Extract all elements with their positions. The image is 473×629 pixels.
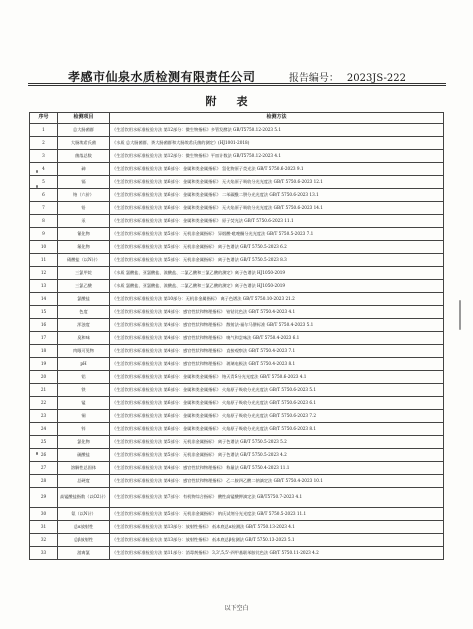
table-row xyxy=(30,280,444,293)
report-number-block xyxy=(289,69,406,84)
table-row xyxy=(30,215,444,228)
row-item: 总α放射性 xyxy=(58,521,110,534)
report-number-label: 报告编号： xyxy=(288,73,339,84)
right-margin-mark xyxy=(459,300,461,330)
row-number: 26 xyxy=(30,449,58,462)
row-number: 13 xyxy=(30,280,58,293)
row-method: 《生活饮用水标准检验方法 第13部分：放射性指标》 低本底总β检测法 GB/T 5750.13-2023 5.1 xyxy=(110,534,444,547)
row-method: 《生活饮用水标准检验方法 第5部分：无机非金属指标》 异烟酸-吡唑酮分光光度法 GB/T 5750.5-2023 7.1 xyxy=(110,228,444,241)
table-row xyxy=(30,241,444,254)
table-row xyxy=(30,293,444,306)
table-row xyxy=(30,137,444,150)
row-number: 25 xyxy=(30,436,58,449)
row-method: 《生活饮用水标准检验方法 第12部分：微生物指标》平皿计数法 GB/T5750.12-2023 4.1 xyxy=(110,150,444,163)
table-row xyxy=(30,475,444,488)
row-method: 《生活饮用水标准检验方法 第4部分：感官性状和物理指标》 散射法-福尔马肼标准 GB/T 5750.4-2023 5.1 xyxy=(110,319,444,332)
table-row xyxy=(30,176,444,189)
row-number: 18 xyxy=(30,345,58,358)
row-item: 臭和味 xyxy=(58,332,110,345)
row-item: 高锰酸盐指数（以O2计） xyxy=(58,488,110,508)
table-row xyxy=(30,150,444,163)
row-item: 菌落总数 xyxy=(58,150,110,163)
row-number: 28 xyxy=(30,475,58,488)
row-item: 氟化物 xyxy=(58,241,110,254)
row-item: 氨（以N计） xyxy=(58,508,110,521)
table-row xyxy=(30,423,444,436)
row-method: 《生活饮用水标准检验方法 第11部分：消毒剂指标》 3,3',5,5'-四甲基联苯胺比色法 GB/T 5750.11-2023 4.2 xyxy=(110,547,444,560)
table-row xyxy=(30,332,444,345)
row-item: 砷 xyxy=(58,163,110,176)
row-number: 6 xyxy=(30,189,58,202)
row-number: 16 xyxy=(30,319,58,332)
row-number: 9 xyxy=(30,228,58,241)
row-method: 《生活饮用水标准检验方法 第13部分：放射性指标》 低本底总α检测法 GB/T 5750.13-2023 4.1 xyxy=(110,521,444,534)
row-method: 《生活饮用水标准检验方法 第5部分：无机非金属指标》 离子色谱法 GB/T 5750.5-2023 5.2 xyxy=(110,436,444,449)
row-method: 《生活饮用水标准检验方法 第6部分：金属和类金属指标》 火焰原子吸收分光光度法 GB/T 5750.6-2023 5.1 xyxy=(110,384,444,397)
row-number: 27 xyxy=(30,462,58,475)
table-row xyxy=(30,228,444,241)
left-margin-mark xyxy=(36,170,38,173)
table-row xyxy=(30,306,444,319)
row-item: 镉 xyxy=(58,176,110,189)
row-item: 铁 xyxy=(58,384,110,397)
page-title: 附表 xyxy=(205,95,268,108)
table-row xyxy=(30,534,444,547)
table-row xyxy=(30,358,444,371)
left-margin-mark xyxy=(36,185,38,188)
table-row xyxy=(30,436,444,449)
row-method: 《生活饮用水标准检验方法 第6部分：金属和类金属指标》 火焰原子吸收分光光度法 GB/T 5750.6-2023 6.1 xyxy=(110,397,444,410)
table-row xyxy=(30,449,444,462)
row-item: 氯化物 xyxy=(58,436,110,449)
row-number: 15 xyxy=(30,306,58,319)
row-number: 7 xyxy=(30,202,58,215)
row-number: 4 xyxy=(30,163,58,176)
row-number: 29 xyxy=(30,488,58,508)
row-number: 5 xyxy=(30,176,58,189)
table-header-row xyxy=(30,113,444,124)
row-number: 30 xyxy=(30,508,58,521)
row-method: 《生活饮用水标准检验方法 第6部分：金属和类金属指标》 无火焰原子吸收分光光度法 GB/T 5750.6-2023 12.1 xyxy=(110,176,444,189)
row-item: 色度 xyxy=(58,306,110,319)
table-row xyxy=(30,124,444,137)
row-method: 《水质 总大肠菌群、粪大肠菌群和大肠埃希氏菌的测定》(HJ1001-2018) xyxy=(110,137,444,150)
row-item: 铝 xyxy=(58,371,110,384)
column-header-no: 序号 xyxy=(30,113,58,124)
row-item: 锰 xyxy=(58,397,110,410)
row-number: 17 xyxy=(30,332,58,345)
table-row xyxy=(30,521,444,534)
table-row xyxy=(30,319,444,332)
row-item: 溶解性总固体 xyxy=(58,462,110,475)
row-number: 14 xyxy=(30,293,58,306)
row-method: 《生活饮用水标准检验方法 第12部分：微生物指标》多管发酵法 GB/T5750.12-2023 5.1 xyxy=(110,124,444,137)
table-row xyxy=(30,547,444,560)
row-method: 《生活饮用水标准检验方法 第4部分：感官性状和物理指标》 乙二胺四乙酸二钠滴定法 GB/T 5750.4-2023 10.1 xyxy=(110,475,444,488)
table-row xyxy=(30,254,444,267)
row-item: 三氯甲烷 xyxy=(58,267,110,280)
row-method: 《水质 氯酸盐、亚氯酸盐、溴酸盐、二氯乙酸和三氯乙酸的测定》离子色谱法 HJ1050-2019 xyxy=(110,280,444,293)
row-method: 《生活饮用水标准检验方法 第4部分：感官性状和物理指标》 铂钴比色法 GB/T 5750.4-2023 4.1 xyxy=(110,306,444,319)
table-row xyxy=(30,163,444,176)
row-item: 三氯乙酸 xyxy=(58,280,110,293)
row-method: 《生活饮用水标准检验方法 第6部分：金属和类金属指标》 无火焰原子吸收分光光度法 GB/T 5750.6-2023 14.1 xyxy=(110,202,444,215)
table-row xyxy=(30,267,444,280)
row-number: 10 xyxy=(30,241,58,254)
row-number: 20 xyxy=(30,371,58,384)
row-method: 《生活饮用水标准检验方法 第5部分：无机非金属指标》 离子色谱法 GB/T 5750.5-2023 4.2 xyxy=(110,449,444,462)
row-item: 氯酸盐 xyxy=(58,293,110,306)
row-method: 《生活饮用水标准检验方法 第6部分：金属和类金属指标》 氢化物原子荧光法 GB/T 5750.6-2023 9.1 xyxy=(110,163,444,176)
row-number: 1 xyxy=(30,124,58,137)
table-row xyxy=(30,410,444,423)
row-item: 铅 xyxy=(58,202,110,215)
blank-below-note: 以下空白 xyxy=(224,605,249,612)
left-margin-mark xyxy=(36,452,38,455)
row-method: 《生活饮用水标准检验方法 第6部分：金属和类金属指标》 火焰原子吸收分光光度法 GB/T 5750.6-2023 8.1 xyxy=(110,423,444,436)
row-number: 24 xyxy=(30,423,58,436)
row-method: 《水质 氯酸盐、亚氯酸盐、溴酸盐、二氯乙酸和三氯乙酸的测定》离子色谱法 HJ1050-2019 xyxy=(110,267,444,280)
row-number: 21 xyxy=(30,384,58,397)
row-number: 19 xyxy=(30,358,58,371)
table-row xyxy=(30,189,444,202)
header-divider-secondary xyxy=(28,85,446,86)
row-item: 总硬度 xyxy=(58,475,110,488)
company-name: 孝感市仙泉水质检测有限责任公司 xyxy=(68,70,256,84)
table-row xyxy=(30,345,444,358)
row-item: 大肠埃希氏菌 xyxy=(58,137,110,150)
row-item: pH xyxy=(58,358,110,371)
table-row xyxy=(30,384,444,397)
table-row xyxy=(30,508,444,521)
row-item: 总大肠菌群 xyxy=(58,124,110,137)
row-number: 11 xyxy=(30,254,58,267)
table-row xyxy=(30,397,444,410)
row-method: 《生活饮用水标准检验方法 第4部分：感官性状和物理指标》 玻璃电极法 GB/T 5750.4-2023 8.1 xyxy=(110,358,444,371)
row-item: 铜 xyxy=(58,410,110,423)
column-header-item: 检测项目 xyxy=(58,113,110,124)
row-method: 《生活饮用水标准检验方法 第6部分：金属和类金属指标》 原子荧光法 GB/T 5750.6-2023 11.1 xyxy=(110,215,444,228)
table-row xyxy=(30,462,444,475)
table-row xyxy=(30,371,444,384)
row-number: 23 xyxy=(30,410,58,423)
row-number: 12 xyxy=(30,267,58,280)
row-number: 31 xyxy=(30,521,58,534)
row-number: 8 xyxy=(30,215,58,228)
row-item: 硝酸盐（以N计） xyxy=(58,254,110,267)
row-item: 锌 xyxy=(58,423,110,436)
row-method: 《生活饮用水标准检验方法 第5部分：无机非金属指标》 离子色谱法 GB/T 5750.5-2023 6.2 xyxy=(110,241,444,254)
row-item: 总β放射性 xyxy=(58,534,110,547)
row-method: 《生活饮用水标准检验方法 第7部分：有机物综合指标》 酸性高锰酸钾滴定法 GB/T5750.7-2023 4.1 xyxy=(110,488,444,508)
row-method: 《生活饮用水标准检验方法 第6部分：金属和类金属指标》 火焰原子吸收分光光度法 GB/T 5750.6-2023 7.2 xyxy=(110,410,444,423)
row-item: 氰化物 xyxy=(58,228,110,241)
row-number: 32 xyxy=(30,534,58,547)
row-item: 铬（六价） xyxy=(58,189,110,202)
table-row xyxy=(30,202,444,215)
row-method: 《生活饮用水标准检验方法 第6部分：金属和类金属指标》 二苯碳酰二肼分光光度法 GB/T 5750.6-2023 13.1 xyxy=(110,189,444,202)
row-item: 浑浊度 xyxy=(58,319,110,332)
method-table xyxy=(29,112,444,560)
row-number: 33 xyxy=(30,547,58,560)
row-item: 汞 xyxy=(58,215,110,228)
row-method: 《生活饮用水标准检验方法 第4部分：感官性状和物理指标》 直接观察法 GB/T 5750.4-2023 7.1 xyxy=(110,345,444,358)
row-number: 3 xyxy=(30,150,58,163)
row-number: 22 xyxy=(30,397,58,410)
row-number: 2 xyxy=(30,137,58,150)
row-item: 硫酸盐 xyxy=(58,449,110,462)
header-divider xyxy=(28,83,446,84)
table-row xyxy=(30,488,444,508)
row-item: 游离氯 xyxy=(58,547,110,560)
row-method: 《生活饮用水标准检验方法 第4部分：感官性状和物理指标》 嗅气和尝味法 GB/T 5750.4-2023 6.1 xyxy=(110,332,444,345)
row-method: 《生活饮用水标准检验方法 第5部分：无机非金属指标》 离子色谱法 GB/T 5750.5-2023 8.3 xyxy=(110,254,444,267)
row-item: 肉眼可见物 xyxy=(58,345,110,358)
row-method: 《生活饮用水标准检验方法 第10部分：无机非金属指标》 离子色谱法 GB/T 5750.10-2023 21.2 xyxy=(110,293,444,306)
report-number: 2023JS-222 xyxy=(346,73,406,84)
column-header-method: 检测方法 xyxy=(110,113,444,124)
row-method: 《生活饮用水标准检验方法 第4部分：感官性状和物理指标》 称量法 GB/T 5750.4-2023 11.1 xyxy=(110,462,444,475)
row-method: 《生活饮用水标准检验方法 第5部分：无机非金属指标》 纳氏试剂分光光度法 GB/T 5750.5-2023 11.1 xyxy=(110,508,444,521)
row-method: 《生活饮用水标准检验方法 第6部分：金属和类金属指标》 铬天青S分光光度法 GB/T 5750.6-2023 4.1 xyxy=(110,371,444,384)
